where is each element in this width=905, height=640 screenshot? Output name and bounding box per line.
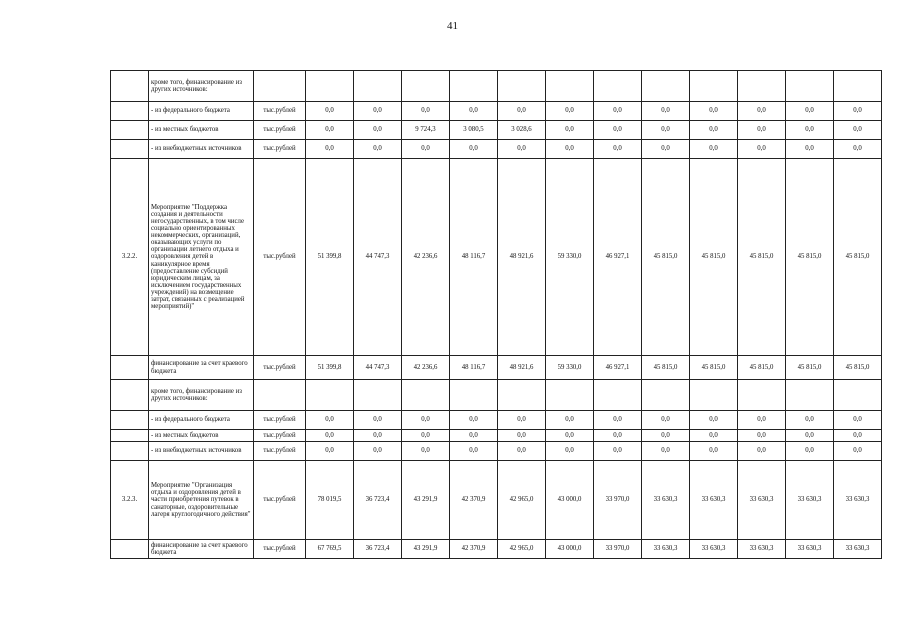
row-value: 0,0: [594, 140, 642, 159]
row-name: Мероприятие "Организация отдыха и оздоровления детей в части приобретения путевок в санаторные, оздоровительные лагеря круглогодичного действия": [149, 461, 254, 540]
row-value: 45 815,0: [786, 356, 834, 380]
row-unit: [254, 71, 306, 102]
row-value: [738, 71, 786, 102]
row-value: 0,0: [450, 411, 498, 430]
row-value: 0,0: [738, 121, 786, 140]
row-value: [786, 71, 834, 102]
row-value: 3 080,5: [450, 121, 498, 140]
table-row: [111, 461, 882, 540]
row-value: 0,0: [834, 102, 882, 121]
row-value: [498, 380, 546, 411]
row-name: кроме того, финансирование из других источников:: [149, 71, 254, 102]
row-value: 44 747,3: [354, 356, 402, 380]
row-value: 42 370,9: [450, 461, 498, 540]
row-value: 0,0: [786, 140, 834, 159]
row-value: 0,0: [642, 430, 690, 442]
row-value: 33 630,3: [642, 461, 690, 540]
row-name: финансирование за счет краевого бюджета: [149, 540, 254, 559]
row-value: 0,0: [450, 102, 498, 121]
row-unit: тыс.рублей: [254, 159, 306, 356]
row-value: 45 815,0: [690, 159, 738, 356]
row-name: - из внебюджетных источников: [149, 140, 254, 159]
row-value: 0,0: [354, 442, 402, 461]
row-code: [111, 411, 149, 430]
row-code: 3.2.2.: [111, 159, 149, 356]
row-value: [450, 380, 498, 411]
row-value: 33 630,3: [642, 540, 690, 559]
row-value: 42 370,9: [450, 540, 498, 559]
row-value: [642, 71, 690, 102]
row-value: 46 927,1: [594, 356, 642, 380]
row-value: 48 921,6: [498, 159, 546, 356]
row-value: 0,0: [690, 121, 738, 140]
row-value: 42 965,0: [498, 540, 546, 559]
table-row: [111, 71, 882, 102]
row-value: [450, 71, 498, 102]
row-unit: тыс.рублей: [254, 461, 306, 540]
row-name: - из местных бюджетов: [149, 430, 254, 442]
row-value: [402, 380, 450, 411]
row-code: [111, 442, 149, 461]
row-value: 48 116,7: [450, 159, 498, 356]
row-name: Мероприятие "Поддержка создания и деятельности негосударственных, в том числе социально ориентированных некоммерческих, организаций, оказывающих услуги по организации летнего отдыха и оздоровления детей в каникулярное время (предоставление субсидий юридическим лицам, за исключением государственных учреждений) на возмещение затрат, связанных с реализацией мероприятий)": [149, 159, 254, 356]
row-value: 46 927,1: [594, 159, 642, 356]
row-value: 0,0: [690, 430, 738, 442]
row-value: 0,0: [786, 121, 834, 140]
row-value: 0,0: [738, 140, 786, 159]
row-value: 48 921,6: [498, 356, 546, 380]
row-unit: тыс.рублей: [254, 356, 306, 380]
row-value: 42 965,0: [498, 461, 546, 540]
row-unit: тыс.рублей: [254, 121, 306, 140]
row-value: 0,0: [546, 430, 594, 442]
row-value: 0,0: [594, 430, 642, 442]
row-value: [546, 380, 594, 411]
row-value: [354, 380, 402, 411]
row-value: 33 630,3: [834, 540, 882, 559]
row-value: 0,0: [594, 442, 642, 461]
row-value: [594, 380, 642, 411]
row-value: 0,0: [690, 442, 738, 461]
row-value: 0,0: [834, 411, 882, 430]
row-value: [498, 71, 546, 102]
row-name: - из местных бюджетов: [149, 121, 254, 140]
page-number: 41: [447, 20, 458, 32]
row-value: [402, 71, 450, 102]
row-value: 0,0: [498, 430, 546, 442]
table-row: [111, 140, 882, 159]
row-code: [111, 140, 149, 159]
row-value: 45 815,0: [786, 159, 834, 356]
row-value: [834, 71, 882, 102]
row-code: [111, 356, 149, 380]
row-value: 33 630,3: [690, 540, 738, 559]
row-value: 0,0: [306, 121, 354, 140]
row-value: 0,0: [594, 102, 642, 121]
row-value: 0,0: [690, 140, 738, 159]
row-value: 0,0: [402, 411, 450, 430]
row-name: финансирование за счет краевого бюджета: [149, 356, 254, 380]
row-value: 0,0: [402, 442, 450, 461]
row-value: 33 630,3: [786, 461, 834, 540]
row-value: 0,0: [594, 411, 642, 430]
row-value: 0,0: [306, 411, 354, 430]
row-value: 0,0: [642, 140, 690, 159]
row-value: 43 291,9: [402, 461, 450, 540]
row-value: 45 815,0: [738, 356, 786, 380]
row-value: [690, 71, 738, 102]
row-value: 42 236,6: [402, 159, 450, 356]
budget-table: [110, 70, 882, 559]
row-value: 0,0: [450, 430, 498, 442]
row-value: 0,0: [498, 140, 546, 159]
row-value: 33 630,3: [690, 461, 738, 540]
row-value: 51 399,8: [306, 159, 354, 356]
row-value: 67 769,5: [306, 540, 354, 559]
row-value: 51 399,8: [306, 356, 354, 380]
row-value: 0,0: [642, 442, 690, 461]
row-value: 0,0: [354, 140, 402, 159]
row-value: [834, 380, 882, 411]
row-value: 0,0: [498, 102, 546, 121]
row-value: 0,0: [498, 411, 546, 430]
row-unit: тыс.рублей: [254, 102, 306, 121]
row-value: 0,0: [354, 411, 402, 430]
row-value: 0,0: [786, 442, 834, 461]
row-value: 78 019,5: [306, 461, 354, 540]
row-code: 3.2.3.: [111, 461, 149, 540]
row-value: 0,0: [546, 442, 594, 461]
row-value: 45 815,0: [834, 356, 882, 380]
row-value: [354, 71, 402, 102]
row-value: [690, 380, 738, 411]
row-value: 33 630,3: [834, 461, 882, 540]
row-name: - из федерального бюджета: [149, 411, 254, 430]
row-value: 0,0: [402, 430, 450, 442]
row-value: [642, 380, 690, 411]
row-name: - из федерального бюджета: [149, 102, 254, 121]
row-value: 45 815,0: [834, 159, 882, 356]
row-value: 48 116,7: [450, 356, 498, 380]
row-unit: [254, 380, 306, 411]
row-value: 0,0: [306, 430, 354, 442]
row-name: кроме того, финансирование из других источников:: [149, 380, 254, 411]
table-row: [111, 380, 882, 411]
row-value: 0,0: [450, 140, 498, 159]
row-code: [111, 102, 149, 121]
table-row: [111, 159, 882, 356]
row-value: 0,0: [450, 442, 498, 461]
row-value: 0,0: [354, 121, 402, 140]
row-name: - из внебюджетных источников: [149, 442, 254, 461]
row-code: [111, 121, 149, 140]
row-code: [111, 430, 149, 442]
row-value: 0,0: [834, 140, 882, 159]
row-value: 43 291,9: [402, 540, 450, 559]
row-value: 33 630,3: [738, 540, 786, 559]
row-value: 9 724,3: [402, 121, 450, 140]
row-value: 0,0: [690, 102, 738, 121]
row-value: 0,0: [402, 140, 450, 159]
row-code: [111, 71, 149, 102]
row-value: 0,0: [690, 411, 738, 430]
table-row: [111, 411, 882, 430]
row-value: 0,0: [594, 121, 642, 140]
row-value: 0,0: [642, 121, 690, 140]
row-value: 0,0: [738, 102, 786, 121]
row-value: 0,0: [354, 102, 402, 121]
row-value: [738, 380, 786, 411]
row-value: 59 330,0: [546, 159, 594, 356]
row-unit: тыс.рублей: [254, 430, 306, 442]
row-value: 0,0: [306, 102, 354, 121]
table-row: [111, 102, 882, 121]
table-row: [111, 356, 882, 380]
row-value: 0,0: [786, 102, 834, 121]
row-code: [111, 540, 149, 559]
row-value: 36 723,4: [354, 540, 402, 559]
row-value: 43 000,0: [546, 540, 594, 559]
row-value: 33 970,0: [594, 461, 642, 540]
table-row: [111, 540, 882, 559]
row-value: 33 630,3: [738, 461, 786, 540]
row-value: [306, 71, 354, 102]
row-value: 0,0: [402, 102, 450, 121]
row-value: 42 236,6: [402, 356, 450, 380]
row-value: 44 747,3: [354, 159, 402, 356]
row-value: 0,0: [546, 121, 594, 140]
row-unit: тыс.рублей: [254, 540, 306, 559]
row-value: 0,0: [546, 140, 594, 159]
row-value: 0,0: [306, 442, 354, 461]
row-value: 45 815,0: [642, 356, 690, 380]
row-value: 0,0: [498, 442, 546, 461]
row-value: 0,0: [642, 411, 690, 430]
row-value: 33 630,3: [786, 540, 834, 559]
row-value: 0,0: [306, 140, 354, 159]
row-value: 0,0: [354, 430, 402, 442]
row-value: 36 723,4: [354, 461, 402, 540]
row-code: [111, 380, 149, 411]
row-value: 45 815,0: [690, 356, 738, 380]
row-unit: тыс.рублей: [254, 442, 306, 461]
row-value: 0,0: [738, 430, 786, 442]
row-value: 0,0: [546, 411, 594, 430]
row-value: 0,0: [642, 102, 690, 121]
row-value: [546, 71, 594, 102]
row-value: 33 970,0: [594, 540, 642, 559]
row-value: [306, 380, 354, 411]
row-value: 59 330,0: [546, 356, 594, 380]
row-value: 45 815,0: [642, 159, 690, 356]
row-value: 3 028,6: [498, 121, 546, 140]
row-value: 0,0: [738, 411, 786, 430]
row-value: 45 815,0: [738, 159, 786, 356]
row-value: 0,0: [834, 121, 882, 140]
table-row: [111, 442, 882, 461]
row-value: 0,0: [834, 442, 882, 461]
row-value: 0,0: [786, 430, 834, 442]
table-row: [111, 430, 882, 442]
table-row: [111, 121, 882, 140]
row-value: 43 000,0: [546, 461, 594, 540]
row-value: 0,0: [738, 442, 786, 461]
row-value: 0,0: [786, 411, 834, 430]
row-value: [786, 380, 834, 411]
row-value: [594, 71, 642, 102]
row-unit: тыс.рублей: [254, 140, 306, 159]
row-value: 0,0: [834, 430, 882, 442]
row-value: 0,0: [546, 102, 594, 121]
row-unit: тыс.рублей: [254, 411, 306, 430]
